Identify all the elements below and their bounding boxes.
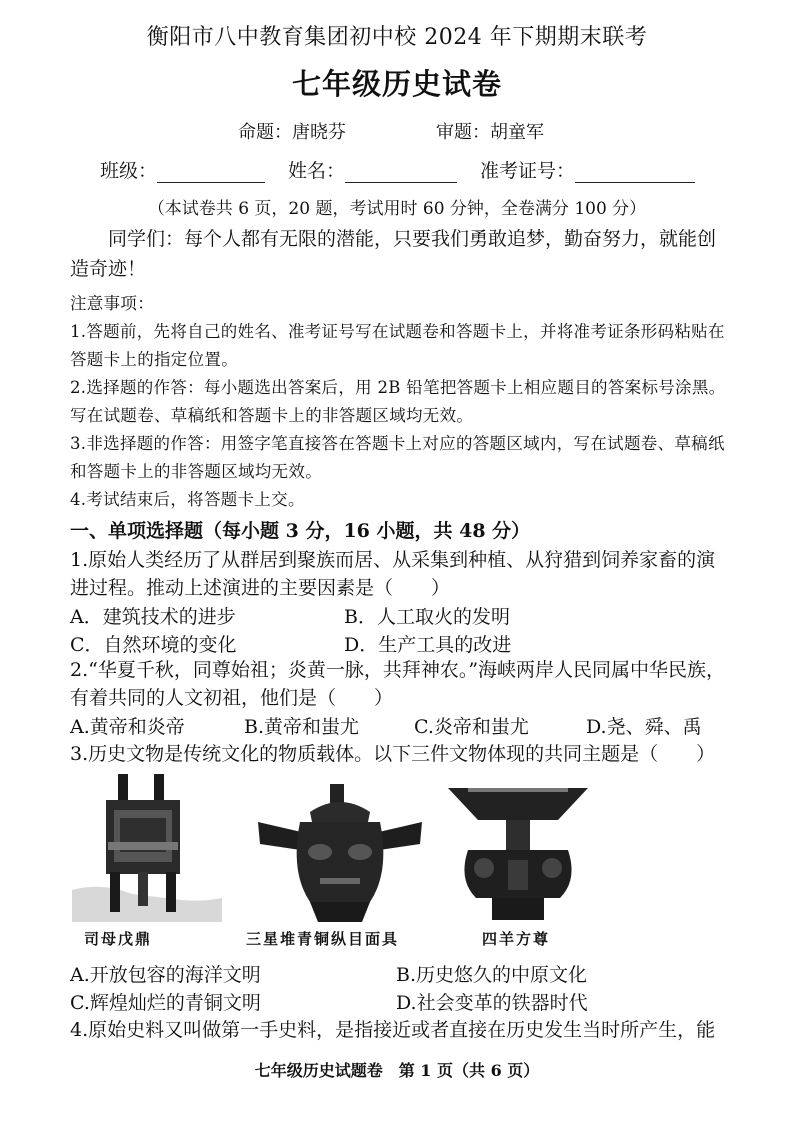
question-3-option-a: A.开放包容的海洋文明 (70, 964, 261, 986)
notice-item: 2.选择题的作答：每小题选出答案后，用 2B 铅笔把答题卡上相应题目的答案标号涂黑。写在试题卷、草稿纸和答题卡上的非答题区域均无效。 (70, 378, 726, 425)
question-4-stem: 4.原始史料又叫做第一手史料，是指接近或者直接在历史发生当时所产生，能 (70, 1019, 716, 1041)
school-exam-title: 衡阳市八中教育集团初中校 2024 年下期期末联考 (146, 25, 648, 50)
greeting: 同学们：每个人都有无限的潜能，只要我们勇敢追梦，勤奋努力，就能创造奇迹！ (70, 228, 717, 280)
paper-title: 七年级历史试卷 (291, 67, 502, 101)
section-title: 一、单项选择题（每小题 3 分，16 小题，共 48 分） (70, 520, 531, 542)
reviewer-label: 审题：胡童军 (436, 122, 544, 143)
name-label: 姓名： (288, 160, 346, 182)
notice-item: 1.答题前，先将自己的姓名、准考证号写在试题卷和答题卡上，并将准考证条形码粘贴在答题卡上的指定位置。 (70, 322, 725, 369)
exam-number-label: 准考证号： (480, 160, 576, 182)
question-1-option-b: B．人工取火的发明 (344, 606, 510, 628)
notice-heading: 注意事项： (70, 294, 154, 313)
simuwu-ding-image (72, 772, 222, 922)
artifact-caption: 四羊方尊 (482, 930, 551, 948)
question-3-option-c: C.辉煌灿烂的青铜文明 (70, 992, 261, 1014)
page-footer: 七年级历史试题卷 第 1 页（共 6 页） (254, 1061, 540, 1080)
question-1-stem: 1.原始人类经历了从群居到聚族而居、从采集到种植、从狩猎到饲养家畜的演进过程。推动上述演进的主要因素是（ ） (70, 549, 716, 599)
artifact-caption: 司母戊鼎 (84, 930, 153, 948)
class-label: 班级： (100, 160, 158, 182)
question-1-option-c: C．自然环境的变化 (70, 634, 237, 656)
name-blank[interactable] (345, 164, 457, 183)
question-3-option-b: B.历史悠久的中原文化 (396, 964, 588, 986)
question-2-option-a: A.黄帝和炎帝 (70, 716, 185, 738)
writer-label: 命题：唐晓芬 (238, 122, 346, 143)
notice-item: 3.非选择题的作答：用签字笔直接答在答题卡上对应的答题区域内，写在试题卷、草稿纸和答题卡上的非答题区域均无效。 (70, 434, 725, 481)
question-3-option-d: D.社会变革的铁器时代 (396, 992, 588, 1014)
question-2-option-b: B.黄帝和蚩尤 (244, 716, 360, 738)
sanxingdui-mask-image (250, 782, 430, 932)
class-blank[interactable] (157, 164, 265, 183)
notice-item: 4.考试结束后，将答题卡上交。 (70, 490, 305, 509)
question-1-option-d: D．生产工具的改进 (344, 634, 512, 656)
question-2-stem: 2.“华夏千秋，同尊始祖；炎黄一脉，共拜神农。”海峡两岸人民同属中华民族，有着共同的人文初祖，他们是（ ） (70, 659, 726, 709)
question-1-option-a: A．建筑技术的进步 (70, 606, 236, 628)
exam-info: （本试卷共 6 页，20 题，考试用时 60 分钟，全卷满分 100 分） (147, 199, 647, 219)
artifact-caption: 三星堆青铜纵目面具 (246, 930, 400, 948)
exam-number-blank[interactable] (575, 164, 695, 183)
question-2-option-d: D.尧、舜、禹 (586, 716, 702, 738)
question-3-stem: 3.历史文物是传统文化的物质载体。以下三件文物体现的共同主题是（ ） (70, 743, 716, 765)
question-2-option-c: C.炎帝和蚩尤 (414, 716, 529, 738)
four-ram-square-zun-image (448, 780, 588, 930)
